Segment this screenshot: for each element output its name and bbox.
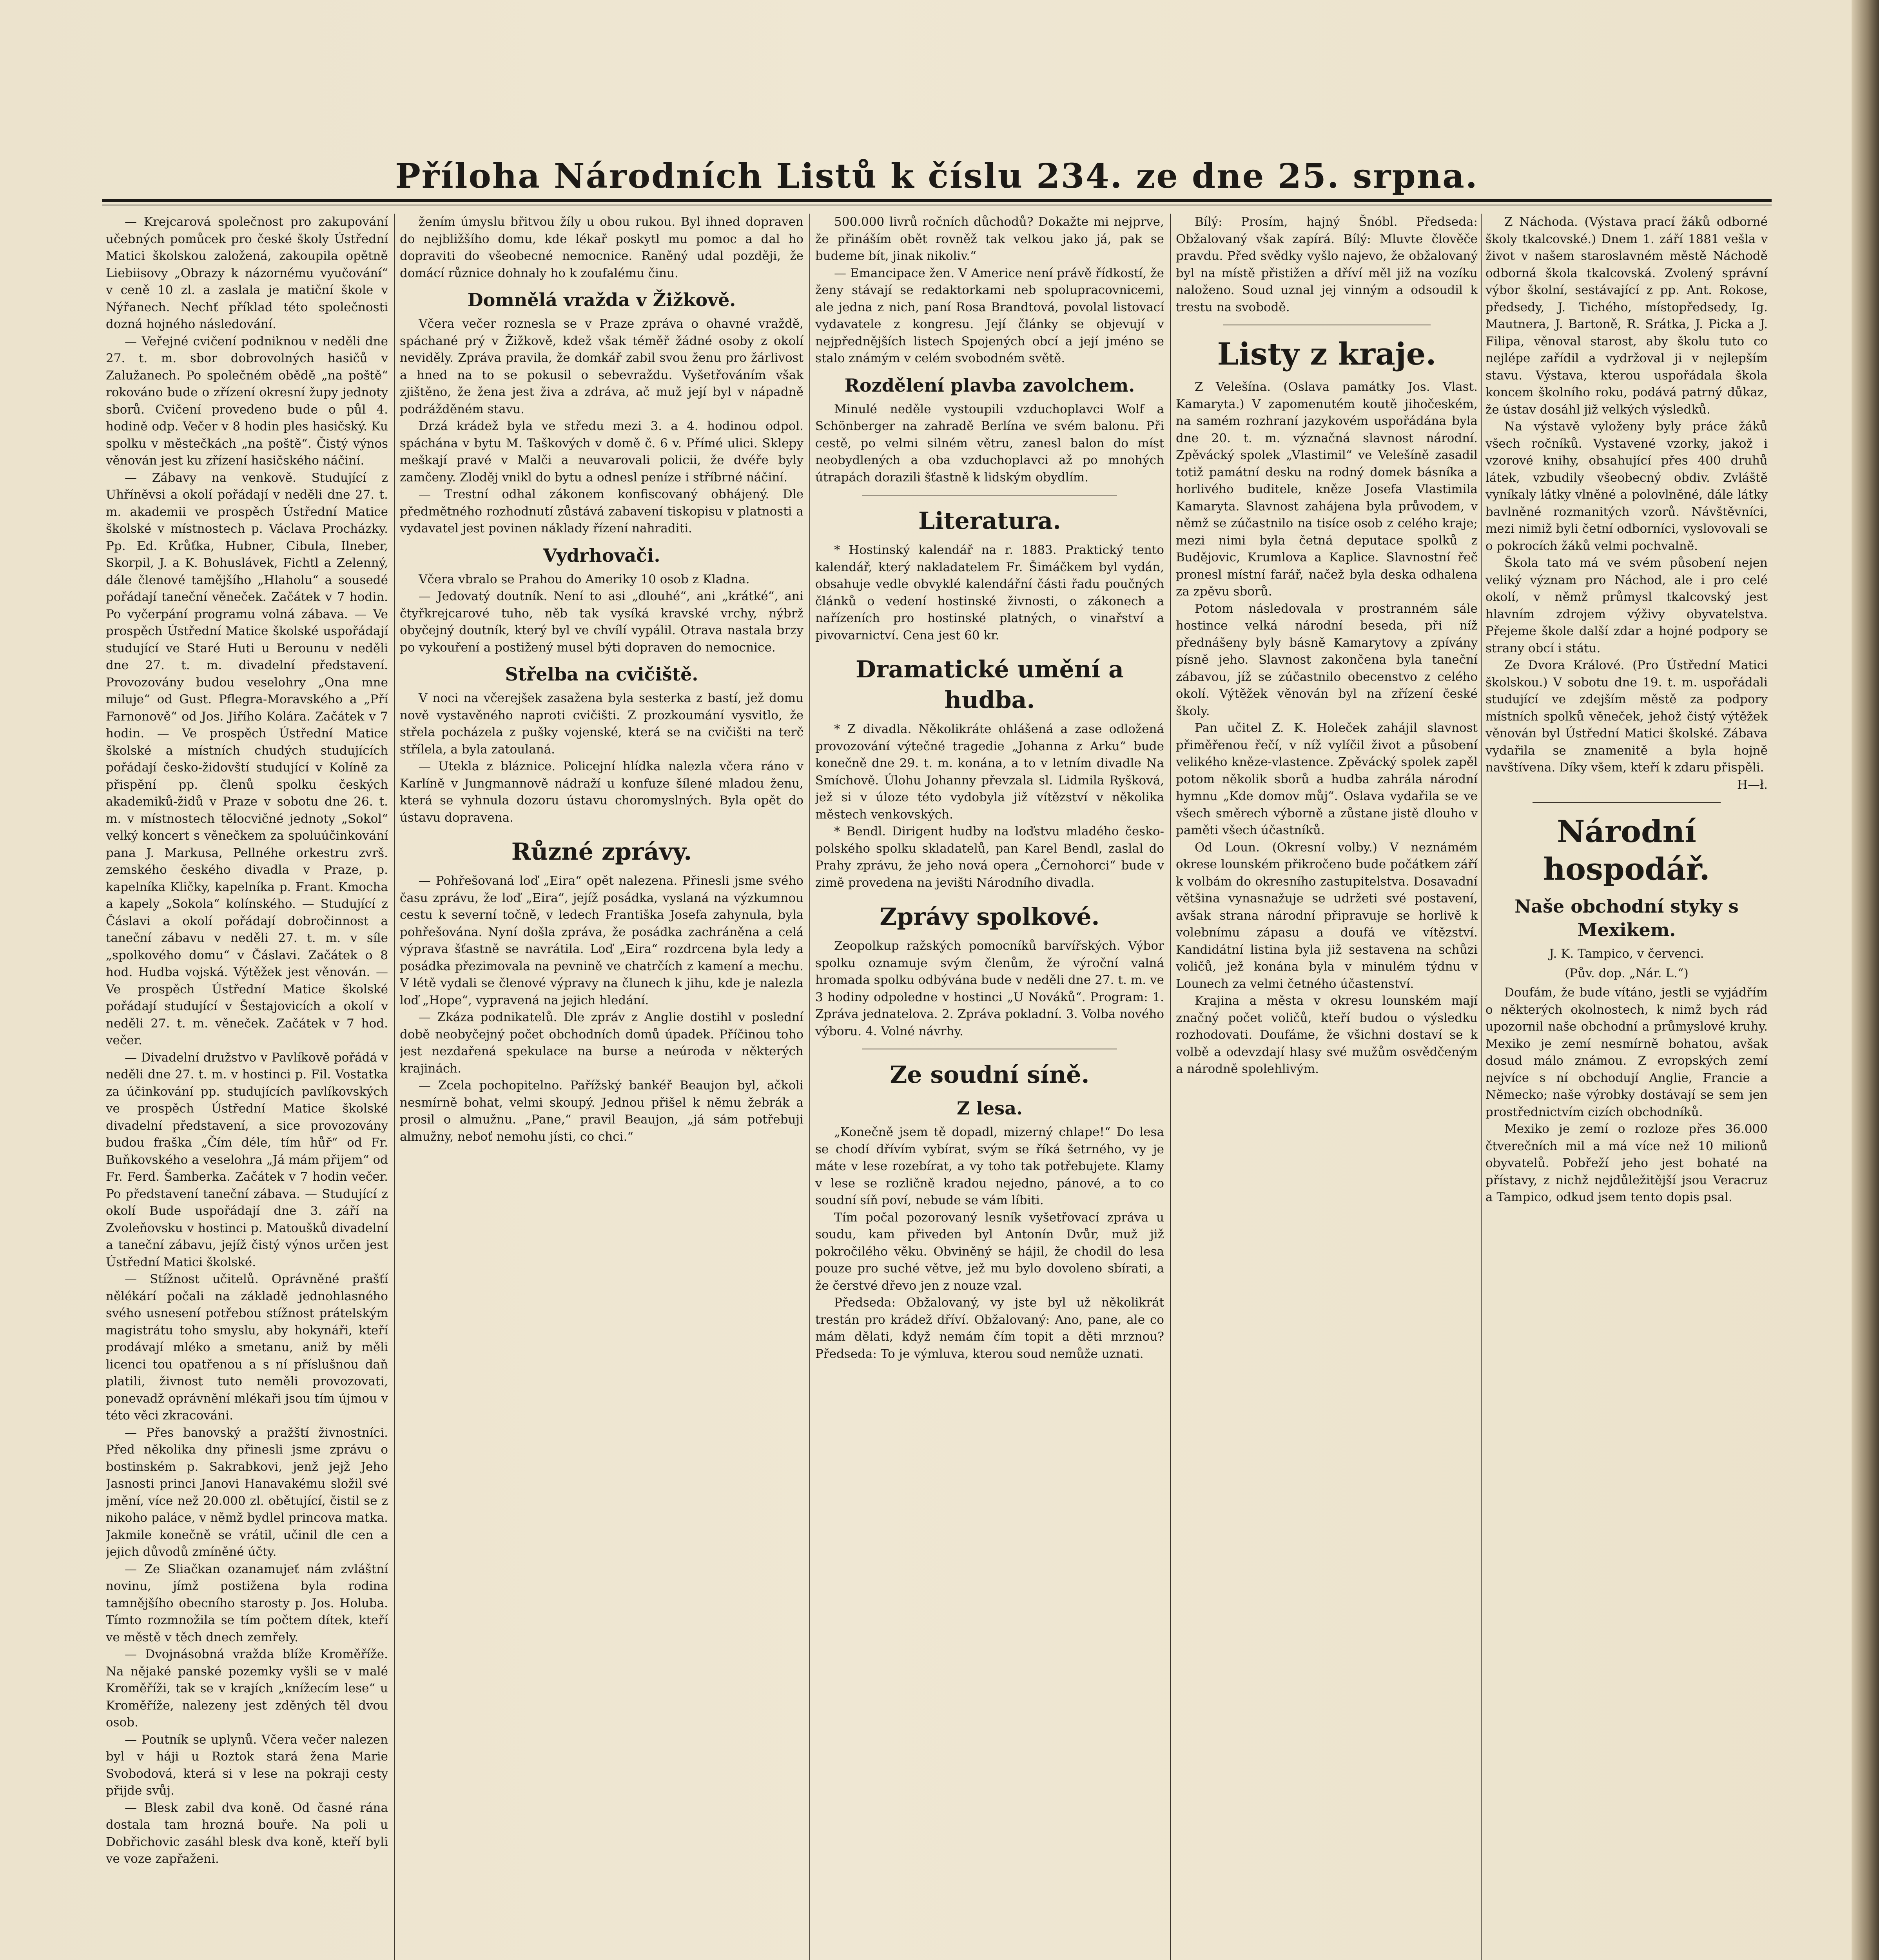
- column-divider: [1170, 214, 1171, 1960]
- article-paragraph: — Pohřešovaná loď „Eira“ opět nalezena. Přinesli jsme svého času zprávu, že loď „Eira“, jejíž posádka, vyslaná na výzkumnou cestu k severní točně, v ledech Františka Josefa zahynula, byla pohřešována. Nyní došla zpráva, že posádka zachráněna a celá výprava šťastně se navrátila. Loď „Eira“ rozdrcena byla ledy a posádka přezimovala na pevnině ve chatrčích z kamení a mechu. V létě vydali se členové výpravy na člunech k jihu, kde je nalezla loď „Hope“, vypravená na jejich hledání.: [400, 874, 803, 1007]
- article-paragraph: — Dvojnásobná vražda blíže Kroměříže. Na nějaké panské pozemky vyšli se v malé Kroměříži, tak se v krajích „knížecím lese“ u Kroměříže, nalezeny jest zděných těl dvou osob.: [106, 1647, 388, 1730]
- article-paragraph: — Zábavy na venkově. Studující z Uhříněvsi a okolí pořádají v neděli dne 27. t. m. akademii ve prospěch Ústřední Matice školské v místnostech p. Václava Procházky. Pp. Ed. Krůťka, Hubner, Cibula, Ilneber, Skorpil, J. a K. Bohuslávek, Fichtl a Zelenný, dále členové tamějšího „Hlaholu“ a sousedé pořádají taneční věneček. Začátek v 7 hodin. Po vyčerpání programu volná zábava. — Ve prospěch Ústřední Matice školské uspořádají studující ve Staré Huti u Berounu v neděli dne 27. t. m. divadelní představení. Provozovány budou veselohry „Ona mne miluje“ od Gust. Pflegra-Moravského a „Pří Farnonově“ od Jos. Jiřího Kolára. Začátek v 7 hodin. — Ve prospěch Ústřední Matice školské a místních chudých studujících pořádají česko-židovští studující v Kolíně za přispění pp. členů spolku českých akademiků-židů v Praze v sobotu dne 26. t. m. v místnostech tělocvičné jednoty „Sokol“ velký koncert s věnečkem za spoluúčinkování pana J. Markusa, Pellnéhe orkestru zvrš. zemského českého divadla v Praze, p. kapelníka Kličky, kapelníka p. Frant. Kmocha a kapely „Sokola“ kolínského. — Studující z Čáslavi a okolí pořádají dobročinnost a taneční zábavu v neděli 27. t. m. v síle „spolkového domu“ v Čáslavi. Začátek o 8 hod. Hudba vojská. Výtěžek jest věnován. — Ve prospěch Ústřední Matice školské pořádají studující v Šestajovicích a okolí v neděli 27. t. m. věneček. Začátek v 7 hod. večer.: [106, 470, 388, 1047]
- article-paragraph: Drzá krádež byla ve středu mezi 3. a 4. hodinou odpol. spáchána v bytu M. Taškových v domě č. 6 v. Přímé ulici. Sklepy meškají pravé v Malči a neuvarovali policii, že dvéře byly zamčeny. Zloděj vnikl do bytu a odnesl peníze i stříbrné náčiní.: [400, 419, 803, 485]
- column-divider: [394, 214, 395, 1960]
- article-paragraph: Mexiko je zemí o rozloze přes 36.000 čtverečních mil a má více než 10 milionů obyvatelů. Pobřeží jeho jest bohaté na přístavy, z nichž nejdůležitější jsou Veracruz a Tampico, odkud jsem tento dopis psal.: [1485, 1122, 1768, 1204]
- article-paragraph: 500.000 livrů ročních důchodů? Dokažte mi nejprve, že přináším obět rovněž tak velkou jako já, pak se budeme bít, jinak nikoliv.“: [815, 215, 1164, 263]
- section-heading: Ze soudní síně.: [890, 1061, 1090, 1089]
- article-paragraph: Minulé neděle vystoupili vzduchoplavci Wolf a Schönberger na zahradě Berlína ve svém balonu. Při cestě, po velmi silném větru, zanesl balon do míst neobydlených a oba vzduchoplavci až po mnohých útrapách dorazili šťastně k lidským obydlím.: [815, 402, 1164, 485]
- article-paragraph: — Stížnost učitelů. Oprávněné prašťí nělékárí počali na základě jednohlasného svého usnesení potřebou stížnost prátelským magistrátu toho smyslu, aby hokynáři, kteří prodávají mléko a smetanu, aniž by měli licenci tou opatřenou a s ní příslušnou daň platili, živnost tuto neměli provozovati, ponevadž oprávnění mlékaři jsou tím újmou v této věci zkracováni.: [106, 1272, 388, 1423]
- section-heading: Různé zprávy.: [511, 838, 692, 866]
- column-divider: [809, 214, 810, 1960]
- article-heading: Naše obchodní styky s Mexikem.: [1514, 896, 1739, 940]
- article-paragraph: Zeopolkup ražských pomocníků barvířských. Výbor spolku oznamuje svým členům, že výroční valná hromada spolku odbývána bude v neděli dne 27. t. m. ve 3 hodiny odpoledne v hostinci „U Nováků“. Program: 1. Zpráva jednatelova. 2. Zpráva pokladní. 3. Volba nového výboru. 4. Volné návrhy.: [815, 939, 1164, 1038]
- page-binding-edge: [1852, 0, 1879, 1960]
- article-heading: Z lesa.: [956, 1098, 1023, 1119]
- article-paragraph: * Bendl. Dirigent hudby na loďstvu mladého česko-polského spolku skladatelů, pan Karel Bendl, zaslal do Prahy zprávu, že jeho nová opera „Černohorci“ bude v zimě provedena na jevišti Národního divadla.: [815, 824, 1164, 890]
- article-paragraph: — Trestní odhal zákonem konfiscovaný obhájený. Dle předmětného rozhodnutí zůstává zabavení tiskopisu v platnosti a vydavatel jest povinen náklady řízení nahraditi.: [400, 487, 803, 535]
- section-heading: Listy z kraje.: [1217, 336, 1436, 372]
- article-paragraph: V noci na včerejšek zasažena byla sesterka z bastí, jež domu nově vystavěného naproti cvičišti. Z prozkoumání vysvitlo, že střela pocházela z pušky vojenské, která se na cvičišti na terč střílela, a byla zatoulaná.: [400, 691, 803, 757]
- column-divider: [1481, 214, 1482, 1960]
- column-2: [400, 214, 803, 1960]
- dateline: J. K. Tampico, v červenci.: [1549, 947, 1704, 961]
- article-paragraph: — Poutník se uplynů. Včera večer nalezen byl v háji u Roztok stará žena Marie Svobodová, která si v lese na pokraji cesty přijde svůj.: [106, 1732, 388, 1798]
- article-paragraph: Tím počal pozorovaný lesník vyšetřovací zpráva u soudu, kam přiveden byl Antonín Dvůr, muž již pokročilého věku. Obviněný se hájil, že chodil do lesa pouze pro suché větve, jež mu bylo dovoleno sbírati, a že čerstvé dřevo jen z nouze vzal.: [815, 1210, 1164, 1293]
- column-1: [106, 214, 388, 1960]
- article-heading: Vydrhovači.: [543, 544, 660, 566]
- article-paragraph: Na výstavě vyloženy byly práce žáků všech ročníků. Vystavené vzorky, jakož i vzorové knihy, obsahující přes 400 druhů látek, vzbudily všeobecný obdiv. Zvláště vyníkaly látky vlněné a polovlněné, dále látky bavlněné rozmanitých vzorů. Návštěvníci, mezi nimiž byli četní odborníci, vyslovovali se o pokrocích žáků velmi pochvalně.: [1485, 419, 1768, 553]
- article-paragraph: — Emancipace žen. V Americe není právě řídkostí, že ženy stávají se redaktorkami neb spolupracovnicemi, ale jedna z nich, paní Rosa Brandtová, povolal listovací vydavatele z kongresu. Její články se objevují v nejpřednějších listech Spojených obcí a její jméno se stalo známým v celém svobodném světě.: [815, 266, 1164, 365]
- article-paragraph: — Ze Sliačkan ozanamujeť nám zvláštní novinu, jímž postižena byla rodina tamnějšího obecního starosty p. Jos. Holuba. Tímto rozmnožila se tím počtem dítek, kteří ve městě v těch dnech zemřely.: [106, 1562, 388, 1644]
- article-paragraph: Předseda: Obžalovaný, vy jste byl už několikrát trestán pro krádež dříví. Obžalovaný: Ano, pane, ale co mám dělati, když nemám čím topit a děti mrznou? Předseda: To je výmluva, kterou soud nemůže uznati.: [815, 1296, 1164, 1361]
- article-paragraph: Včera vbralo se Prahou do Ameriky 10 osob z Kladna.: [419, 572, 750, 586]
- article-paragraph: Potom následovala v prostranném sále hostince velká národní beseda, při níž přednášeny byly básně Kamarytovy a zpívány písně jeho. Slavnost zakončena byla taneční zábavou, jíž se zúčastnilo obecenstvo z celého okolí. Výtěžek věnován byl na zřízení české školy.: [1176, 601, 1478, 718]
- article-paragraph: — Blesk zabil dva koně. Od časné rána dostala tam hrozná bouře. Na poli u Dobřichovic zasáhl blesk dva koně, kteří byli ve voze zapřaženi.: [106, 1800, 388, 1866]
- article-paragraph: Od Loun. (Okresní volby.) V neznámém okrese lounském přikročeno bude počátkem září k volbám do okresního zastupitelstva. Dosavadní většina vynasnažuje se udržeti své postavení, avšak strana národní připravuje se horlivě k volebnímu zápasu a doufá ve vítězství. Kandidátní listina byla již sestavena na schůzi voličů, jež konána byla v minulém týdnu v Lounech za velmi četného účastenství.: [1176, 840, 1478, 991]
- article-paragraph: Doufám, že bude vítáno, jestli se vyjádřím o některých okolnostech, k nimž bych rád upozornil naše obchodní a průmyslové kruhy. Mexiko je zemí nesmírně bohatou, avšak dosud málo známou. Z evropských zemí nejvíce s ní obchodují Anglie, Francie a Německo; naše výrobky dostávají se sem jen prostřednictvím cizích obchodníků.: [1485, 985, 1768, 1119]
- article-paragraph: — Divadelní družstvo v Pavlíkově pořádá v neděli dne 27. t. m. v hostinci p. Fil. Vostatka za účinkování pp. studujících pavlíkovských ve prospěch Ústřední Matice školské divadelní představení, a sice provozovány budou fraška „Čím déle, tím hůř“ od Fr. Buňkovského a veselohra „Já mám přijem“ od Fr. Ferd. Šamberka. Začátek v 7 hodin večer. Po představení taneční zábava. — Studující z okolí Bude uspořádají dne 3. září na Zvoleňovsku v hostinci p. Matoušků divadelní a taneční zábavu, jejíž čistý výnos určen jest Ústřední Matici školské.: [106, 1050, 388, 1269]
- article-heading: Rozdělení plavba zavolchem.: [844, 374, 1135, 396]
- article-paragraph: „Konečně jsem tě dopadl, mizerný chlape!“ Do lesa se chodí dřívím vybírat, svým se říká šetrného, vy je máte v lese rozebírat, a vy toho tak potřebujete. Klamy v lese se rozličně kradou nejedno, pánové, a to co soudní síň poví, nebude se vám líbiti.: [815, 1125, 1164, 1207]
- article-paragraph: — Zkáza podnikatelů. Dle zpráv z Anglie dostihl v poslední době neobyčejný počet obchodních domů úpadek. Příčinou toho jest nezdařená spekulace na burse a neúroda v některých krajinách.: [400, 1010, 803, 1076]
- column-3: [815, 214, 1164, 1960]
- section-divider: [1533, 802, 1721, 803]
- column-4: [1176, 214, 1478, 1960]
- section-heading: Zprávy spolkové.: [880, 903, 1100, 931]
- article-paragraph: žením úmyslu břitvou žíly u obou rukou. Byl ihned dopraven do nejbližšího domu, kde lékař poskytl mu pomoc a dal ho dopraviti do všeobecné nemocnice. Raněný udal později, že domácí různice dohnaly ho k zoufalému činu.: [400, 215, 803, 280]
- article-paragraph: — Krejcarová společnost pro zakupování učebných pomůcek pro české školy Ústřední Matici školskou založená, zakoupila opětně Liebiisovy „Obrazy k názornému vyučování“ v ceně 10 zl. a zaslala je matiční škole v Nýřanech. Nechť příklad této společnosti dozná hojného následování.: [106, 215, 388, 331]
- article-paragraph: * Hostinský kalendář na r. 1883. Praktický tento kalendář, který nakladatelem Fr. Šimáčkem byl vydán, obsahuje vedle obvyklé kalendářní části řadu poučných článků o vedení hostinské živnosti, o zákonech a nařízeních pro hostinské platných, o vinařství a pivovarnictví. Cena jest 60 kr.: [815, 543, 1164, 642]
- article-heading: Domnělá vražda v Žižkově.: [467, 289, 736, 310]
- article-paragraph: Z Velešína. (Oslava památky Jos. Vlast. Kamaryta.) V zapomenutém koutě jihočeském, na samém rozhraní jazykovém uspořádána byla dne 20. t. m. význačná slavnost národní. Zpěvácký spolek „Vlastimil“ ve Velešíně zasadil totiž památní desku na rodný domek básníka a horlivého buditele, kněze Josefa Vlastimila Kamaryta. Slavnost zahájena byla průvodem, v němž se zúčastnilo na tisíce osob z celého kraje; mezi nimi byla četná deputace spolků z Budějovic, Krumlova a Kaplice. Slavnostní řeč pronesl místní farář, načež byla deska odhalena za zpěvu sborů.: [1176, 380, 1478, 599]
- section-heading: Národní hospodář.: [1543, 814, 1710, 887]
- article-paragraph: — Zcela pochopitelno. Pařížský bankéř Beaujon byl, ačkoli nesmírně bohat, velmi skoupý. Jednou přišel k němu žebrák a prosil o almužnu. „Pane,“ pravil Beaujon, „já sám potřebuji almužny, neboť nemohu jísti, co chci.“: [400, 1078, 803, 1144]
- author-signature: H—ł.: [1737, 777, 1768, 792]
- article-paragraph: Včera večer roznesla se v Praze zpráva o ohavné vraždě, spáchané prý v Žižkově, kdež však téměř žádné osoby z okolí neviděly. Zpráva pravila, že domkář zabil svou ženu pro žárlivost a hned na to se pokusil o sebevraždu. Vyšetřováním však zjištěno, že žena jest živa a zdráva, ač muž její byl v nápadně podrážděném stavu.: [400, 317, 803, 416]
- article-paragraph: — Přes banovský a pražští živnostníci. Před několika dny přinesli jsme zprávu o bostinském p. Sakrabkovi, jenž jejž Jeho Jasnosti princi Janovi Hanavakému složil své jmění, více než 20.000 zl. obětující, čistil se z nikoho paláce, v němž bydlel princova matka. Jakmile konečně se vrátil, učinil dle cen a jejich důvodů zmíněné účty.: [106, 1425, 388, 1559]
- article-paragraph: Ze Dvora Králové. (Pro Ústřední Matici školskou.) V sobotu dne 19. t. m. uspořádali studující ve zdejším městě za podpory místních spolků věneček, jehož čistý výtěžek věnován byl Ústřední Matici školské. Zábava vydařila se znamenitě a byla hojně navštívena. Díky všem, kteří k zdaru přispěli.: [1485, 658, 1768, 775]
- section-heading: Dramatické umění a hudba.: [855, 656, 1124, 714]
- article-paragraph: — Utekla z bláznice. Policejní hlídka nalezla včera ráno v Karlíně v Jungmannově nádraží u konfuze šílené mladou ženu, která se vyhnula dozoru ústavu choromyslných. Byla opět do ústavu dopravena.: [400, 759, 803, 825]
- article-paragraph: Krajina a města v okresu lounském mají značný počet voličů, kteří budou o výsledku rozhodovati. Doufáme, že všichni dostaví se k volbě a odevzdají hlasy své mužům osvědčeným a národně spolehlivým.: [1176, 994, 1478, 1076]
- article-paragraph: Z Náchoda. (Výstava prací žáků odborné školy tkalcovské.) Dnem 1. září 1881 vešla v život v našem staroslavném městě Náchodě odborná škola tkalcovská. Zvolený správní výbor školní, sestávající z pp. Ant. Rokose, předsedy, J. Tichého, místopředsedy, Ig. Mautnera, J. Bartoně, R. Srátka, J. Picka a J. Filipa, věnoval starost, aby školu tuto co nejlépe zařídil a vydržoval ji v nejlepším stavu. Výstava, kterou uspořádala škola koncem školního roku, podává patrný důkaz, že ústav dosáhl již velkých výsledků.: [1485, 215, 1768, 417]
- source-note: (Pův. dop. „Nár. L.“): [1565, 966, 1689, 980]
- masthead-rule-thick: [102, 199, 1772, 202]
- masthead-title: Příloha Národních Listů k číslu 234. ze dne 25. srpna.: [395, 156, 1478, 196]
- article-heading: Střelba na cvičiště.: [505, 664, 698, 685]
- article-paragraph: Škola tato má ve svém působení nejen veliký význam pro Náchod, ale i pro celé okolí, v němž průmysl tkalcovský jest hlavním zdrojem výživy obyvatelstva. Přejeme škole další zdar a hojné podpory se strany obcí i státu.: [1485, 556, 1768, 655]
- article-paragraph: — Jedovatý doutník. Není to asi „dlouhé“, ani „krátké“, ani čtyřkrejcarové tuho, něb tak vysíká kravské vrchy, nýbrž obyčejný doutník, který byl ve chvílí vypálil. Otrava nastala brzy po vykouření a postižený musel býti dopraven do nemocnice.: [400, 589, 803, 655]
- section-heading: Literatura.: [918, 507, 1061, 535]
- column-5: [1485, 214, 1768, 1960]
- article-paragraph: — Veřejné cvičení podniknou v neděli dne 27. t. m. sbor dobrovolných hasičů v Zalužanech. Po společném obědě „na poště“ rokováno bude o zřízení okresní župy jednoty sborů. Cvičení provedeno bude o půl 4. hodině odp. Večer v 8 hodin ples hasičský. Ku spolku v městečkách „na poště“. Čistý výnos věnován jest ku zřízení hasičského náčiní.: [106, 334, 388, 468]
- article-paragraph: * Z divadla. Několikráte ohlášená a zase odložená provozování výtečné tragedie „Johanna z Arku“ bude konečně dne 29. t. m. konána, a to v letním divadle Na Smíchově. Úlohu Johanny převzala sl. Lidmila Ryšková, jež si v úloze této vydobyla již vítězství v několika městech venkovských.: [815, 722, 1164, 822]
- article-paragraph: Pan učitel Z. K. Holeček zahájil slavnost přiměřenou řečí, v níž vylíčil život a působení velikého kněze-vlastence. Zpěvácký spolek zapěl potom několik sborů a hudba zahrála národní hymnu „Kde domov můj“. Oslava vydařila se ve všech směrech výborně a zůstane jistě dlouho v paměti všech účastníků.: [1176, 721, 1478, 837]
- article-paragraph: Bílý: Prosím, hajný Šnóbl. Předseda: Obžalovaný však zapírá. Bílý: Mluvte člověče pravdu. Před svědky vyšlo najevo, že obžalovaný byl na místě přistižen a dříví měl již na vozíku naloženo. Soud uznal jej vinným a odsoudil k trestu na svobodě.: [1176, 215, 1478, 314]
